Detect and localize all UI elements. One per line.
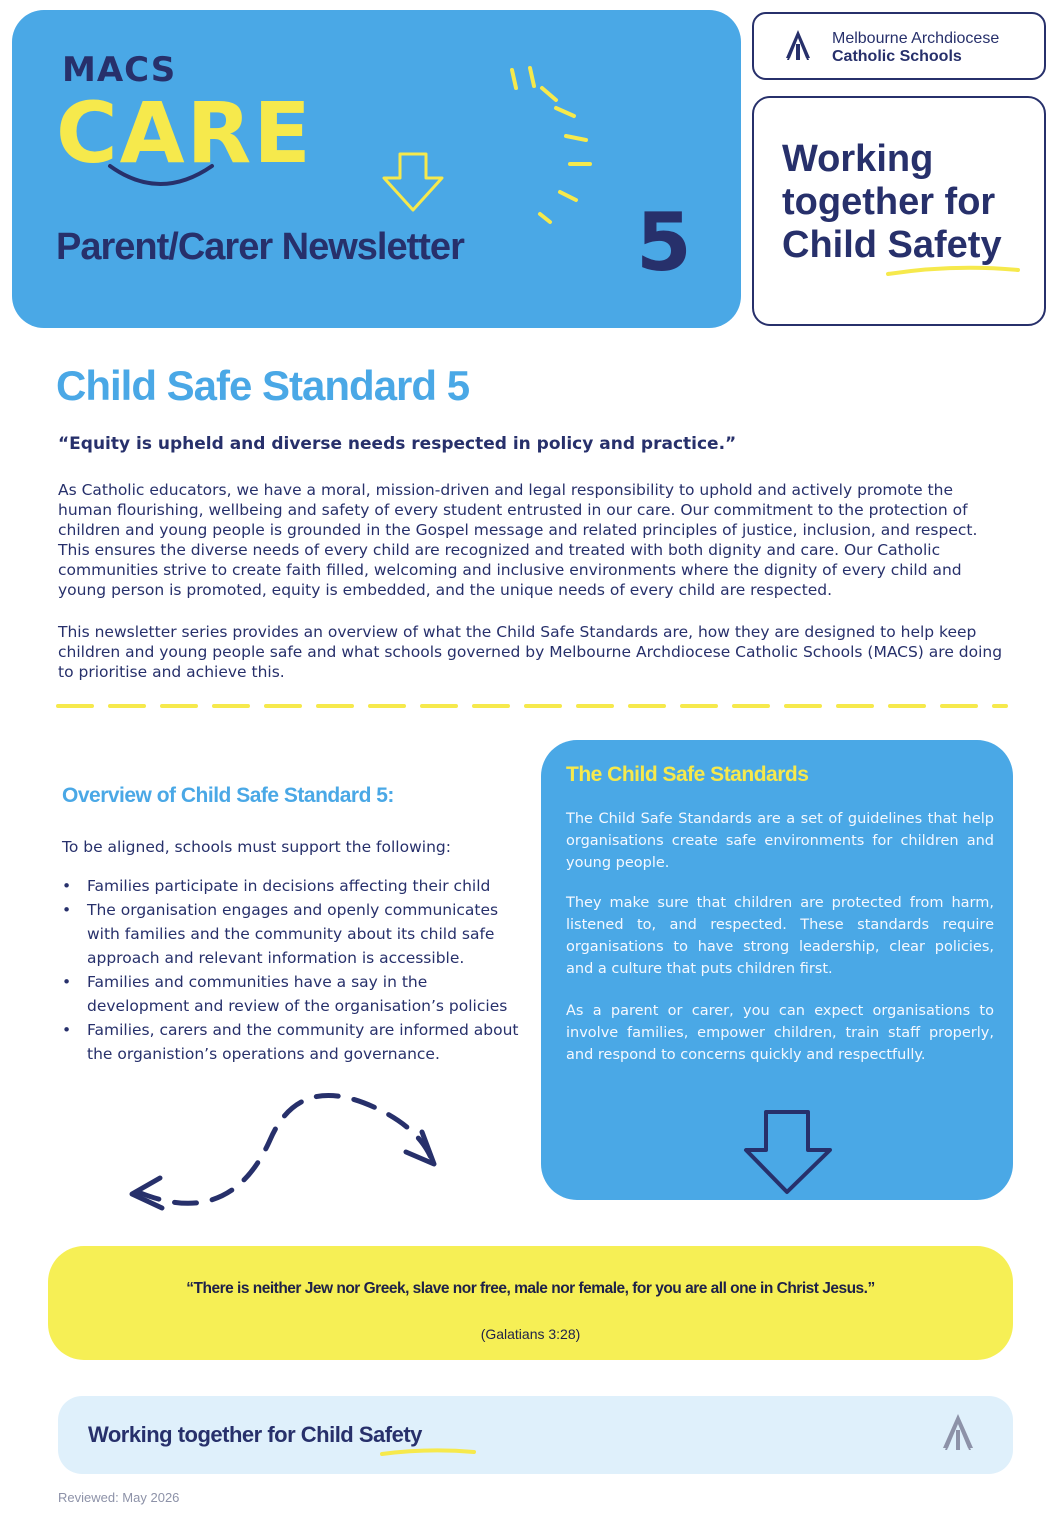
- slogan-underline: [884, 262, 1024, 280]
- org-name-line2: Catholic Schools: [832, 48, 962, 65]
- footer-slogan: Working together for Child Safety: [88, 1422, 422, 1447]
- scripture-reference: (Galatians 3:28): [480, 1326, 581, 1342]
- org-name-line1: Melbourne Archdiocese: [832, 30, 1000, 47]
- down-arrow-icon: [378, 150, 448, 216]
- footer-underline: [378, 1446, 478, 1460]
- reviewed-date: Reviewed: May 2026: [58, 1490, 180, 1505]
- list-item: • Families and communities have a say in the development and review of the organisation’s policies: [62, 970, 522, 1018]
- issue-number: 5: [636, 196, 692, 289]
- page-title: Child Safe Standard 5: [56, 362, 470, 409]
- series-paragraph: This newsletter series provides an overview of what the Child Safe Standards are, how they are designed to help keep children and young people safe and what schools governed by Melbourne Archdiocese Catholic Schools (MACS) are doing to prioritise and achieve this.: [58, 623, 1003, 681]
- macs-logo: MACS: [62, 50, 177, 90]
- dashed-divider: [56, 700, 1008, 712]
- standards-paragraph-2: They make sure that children are protected from harm, listened to, and respected. These standards require organisations to have strong leadership, clear policies, and a culture that puts children first.: [566, 895, 994, 977]
- list-item: • The organisation engages and openly communicates with families and the community about its child safe approach and relevant information is accessible.: [62, 898, 522, 970]
- overview-list: [62, 874, 522, 1066]
- macs-logo-icon: [780, 28, 816, 64]
- care-logo: CARE: [56, 84, 313, 182]
- standards-paragraph-1: The Child Safe Standards are a set of guidelines that help organisations create safe environments for children and young people.: [566, 811, 994, 871]
- slogan-text: Working together for Child Safety: [782, 138, 1002, 266]
- standard-quote: “Equity is upheld and diverse needs respected in policy and practice.”: [58, 434, 737, 454]
- scripture-box: [48, 1246, 1013, 1360]
- intro-paragraph: As Catholic educators, we have a moral, mission-driven and legal responsibility to uphold and actively promote the human flourishing, wellbeing and safety of every student entrusted in our care. Our commitment to the protection of children and young people is grounded in the Gospel message and related principles of justice, inclusion, and respect. This ensures the diverse needs of every child are recognized and treated with both dignity and care. Our Catholic communities strive to create faith filled, welcoming and inclusive environments where the dignity of every child and young person is promoted, equity is embedded, and the unique needs of every child are respected.: [58, 481, 978, 599]
- standards-paragraph-3: As a parent or carer, you can expect organisations to involve families, empower children, train staff properly, and respond to concerns quickly and respectfully.: [566, 1003, 994, 1063]
- list-item: • Families participate in decisions affecting their child: [62, 874, 522, 898]
- down-arrow-icon: [742, 1108, 834, 1196]
- curvy-arrow-icon: [120, 1080, 460, 1230]
- macs-logo-icon: [936, 1412, 980, 1452]
- sparkle-rays-icon: [500, 60, 620, 230]
- overview-intro: To be aligned, schools must support the following:: [62, 838, 451, 856]
- standards-card-title: The Child Safe Standards: [566, 763, 809, 786]
- scripture-quote: “There is neither Jew nor Greek, slave nor free, male nor female, for you are all one in Christ Jesus.”: [186, 1280, 875, 1297]
- newsletter-title: Parent/Carer Newsletter: [56, 226, 464, 268]
- overview-heading: Overview of Child Safe Standard 5:: [62, 784, 394, 807]
- list-item: • Families, carers and the community are informed about the organistion’s operations and governance.: [62, 1018, 522, 1066]
- smile-curve-icon: [100, 158, 220, 198]
